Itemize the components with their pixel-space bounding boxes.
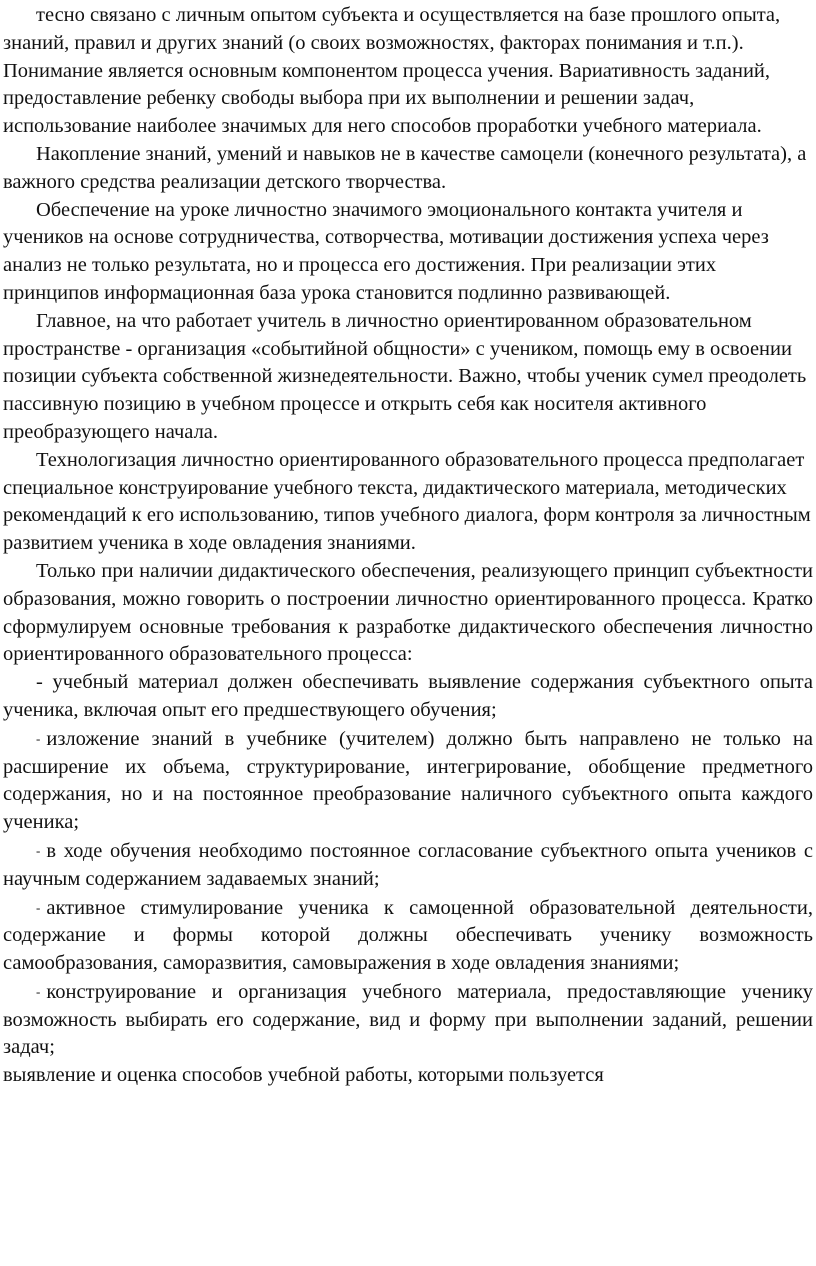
list-item bbox=[3, 978, 813, 1062]
list-bullet: - bbox=[36, 899, 41, 915]
list-item bbox=[3, 837, 813, 894]
paragraph: Накопление знаний, умений и навыков не в качестве самоцели (конечного результата), а важного средства реализации детского творчества. bbox=[3, 142, 807, 193]
paragraph: Технологизация личностно ориентированного образовательного процесса предполагает специальное конструирование учебного текста, дидактического материала, методических рекомендаций к его использованию, типов учебного диалога, форм контроля за личностным развитием ученика в ходе овладения знаниями. bbox=[3, 448, 811, 555]
list-item bbox=[3, 725, 813, 837]
paragraph: Только при наличии дидактического обеспечения, реализующего принцип субъектности образования, можно говорить о построении личностно ориентированного процесса. Кратко сформулируем основные требования к разработке дидактического обеспечения личностно ориентированного образовательного процесса: bbox=[3, 559, 813, 666]
list-item: - учебный материал должен обеспечивать выявление содержания субъектного опыта ученика, включая опыт его предшествующего обучения; bbox=[3, 671, 813, 721]
list-item-text: в ходе обучения необходимо постоянное согласование субъектного опыта учеников с научным содержанием задаваемых знаний; bbox=[3, 839, 813, 890]
list-item-text: изложение знаний в учебнике (учителем) должно быть направлено не только на расширение их объема, структурирование, интегрирование, обобщение предметного содержания, но и на постоянное преобразование наличного субъектного опыта каждого ученика; bbox=[3, 727, 813, 834]
paragraph: Главное, на что работает учитель в личностно ориентированном образовательном пространстве - организация «событийной общности» с учеником, помощь ему в освоении позиции субъекта собственной жизнедеятельности. Важно, чтобы ученик сумел преодолеть пассивную позицию в учебном процессе и открыть себя как носителя активного преобразующего начала. bbox=[3, 309, 807, 443]
final-line: выявление и оценка способов учебной работы, которыми пользуется bbox=[3, 1064, 604, 1087]
paragraph: Обеспечение на уроке личностно значимого эмоционального контакта учителя и учеников на основе сотрудничества, сотворчества, мотивации достижения успеха через анализ не только результата, но и процесса его достижения. При реализации этих принципов информационная база урока становится подлинно развивающей. bbox=[3, 198, 769, 304]
list-item-text: активное стимулирование ученика к самоценной образовательной деятельности, содержание и формы которой должны обеспечивать ученику возможность самообразования, саморазвития, самовыражения в ходе овладения знаниями; bbox=[3, 896, 813, 975]
list-bullet: - bbox=[36, 842, 41, 858]
list-bullet: - bbox=[36, 730, 41, 746]
list-item bbox=[3, 894, 813, 978]
paragraph: тесно связано с личным опытом субъекта и осуществляется на базе прошлого опыта, знаний, правил и других знаний (о своих возможностях, факторах понимания и т.п.). Понимание является основным компонентом процесса учения. Вариативность заданий, предоставление ребенку свободы выбора при их выполнении и решении задач, использование наиболее значимых для него способов проработки учебного материала. bbox=[3, 4, 781, 138]
list-bullet: - bbox=[36, 983, 41, 999]
list-item-text: конструирование и организация учебного материала, предоставляющие ученику возможность выбирать его содержание, вид и форму при выполнении заданий, решении задач; bbox=[3, 980, 813, 1059]
